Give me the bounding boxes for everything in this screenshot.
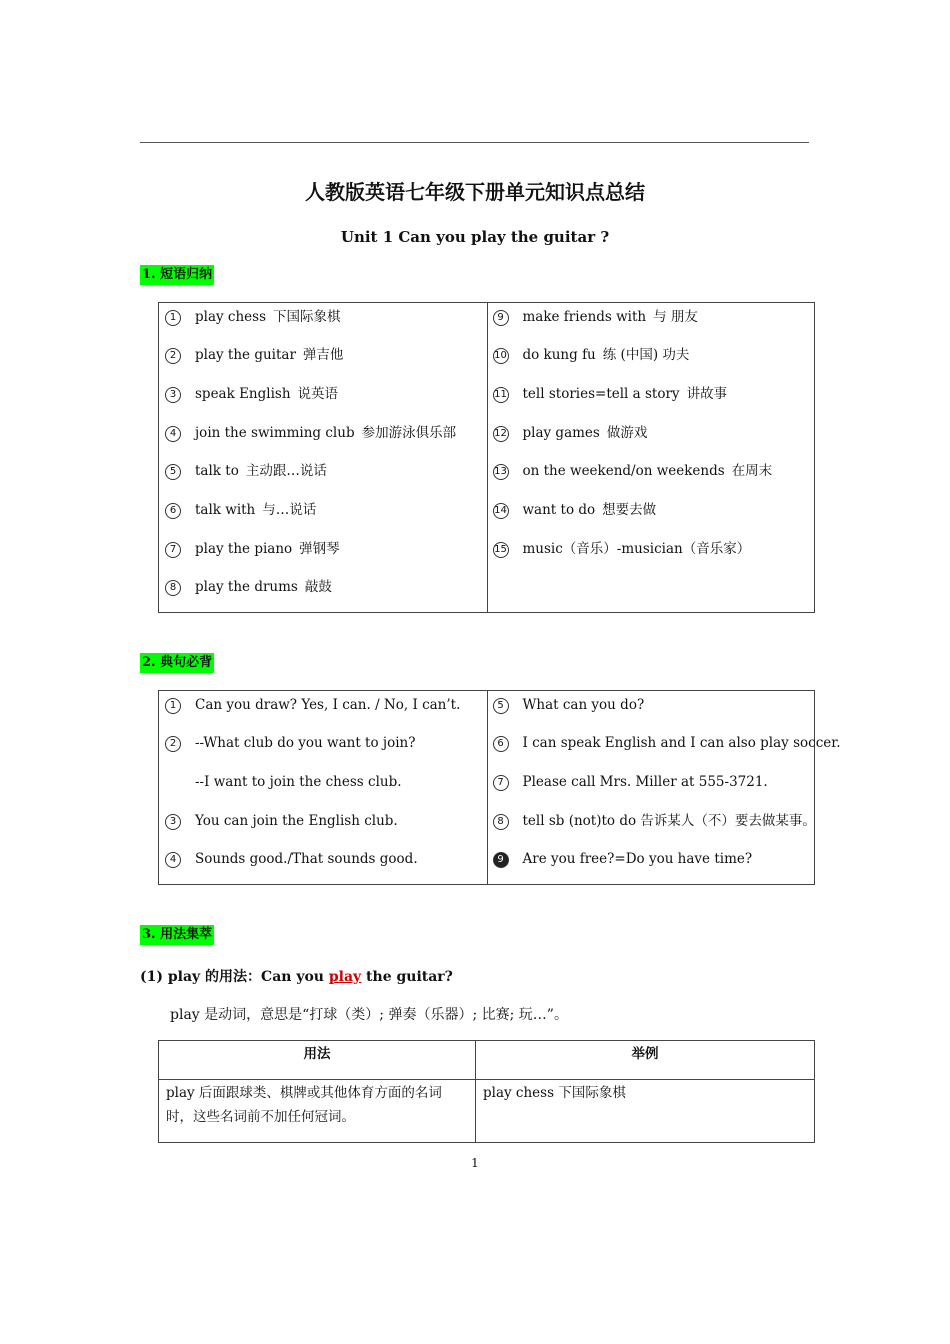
sentences-left-column bbox=[159, 691, 488, 884]
circled-number: 3 bbox=[165, 814, 181, 830]
phrase-item bbox=[165, 461, 327, 481]
phrase-item bbox=[493, 539, 758, 559]
phrase-english: play games bbox=[522, 425, 600, 441]
phrase-item bbox=[493, 345, 690, 365]
usage-line: play 后面跟球类、棋牌或其他体育方面的名词 bbox=[166, 1085, 442, 1101]
sentence-item bbox=[493, 733, 841, 753]
phrase-english: play the guitar bbox=[195, 347, 296, 363]
circled-number: 6 bbox=[165, 503, 181, 519]
sentence-text: --What club do you want to join? bbox=[195, 735, 416, 751]
unit-title: Unit 1 Can you play the guitar ? bbox=[340, 228, 610, 246]
header-rule bbox=[140, 142, 809, 143]
phrase-chinese: 讲故事 bbox=[686, 386, 728, 402]
phrases-left-column bbox=[159, 303, 488, 612]
usage-cell bbox=[166, 1081, 470, 1129]
sentence-item bbox=[165, 695, 460, 715]
phrase-item bbox=[165, 307, 341, 327]
sentence-item bbox=[493, 811, 816, 831]
phrase-item bbox=[493, 307, 698, 327]
circled-number: 5 bbox=[493, 698, 509, 714]
circled-number: 1 bbox=[165, 310, 181, 326]
phrases-table bbox=[158, 302, 815, 613]
phrase-item bbox=[165, 423, 456, 443]
usage-column-header: 用法 bbox=[303, 1046, 331, 1062]
circled-number: 14 bbox=[493, 503, 509, 519]
phrase-english: play the piano bbox=[195, 541, 293, 557]
circled-number: 9 bbox=[493, 852, 509, 868]
sentence-text: --I want to join the chess club. bbox=[195, 774, 402, 790]
sentence-text: Can you draw? Yes, I can. / No, I can’t. bbox=[195, 697, 461, 713]
circled-number: 7 bbox=[165, 542, 181, 558]
phrase-item bbox=[493, 423, 648, 443]
sentences-table bbox=[158, 690, 841, 885]
phrase-chinese: 参加游泳俱乐部 bbox=[361, 425, 457, 441]
sentence-item bbox=[165, 733, 415, 753]
circled-number: 2 bbox=[165, 348, 181, 364]
sentence-text: Please call Mrs. Miller at 555-3721. bbox=[522, 774, 768, 790]
circled-number: 4 bbox=[165, 426, 181, 442]
phrase-english: play the drums bbox=[195, 579, 298, 595]
usage-description: play 是动词，意思是“打球（类）; 弹奏（乐器）; 比赛; 玩…”。 bbox=[170, 1007, 568, 1023]
usage-table bbox=[158, 1040, 815, 1143]
usage-subheading-suffix: the guitar? bbox=[361, 969, 453, 985]
sentence-item bbox=[493, 772, 768, 792]
phrase-english: do kung fu bbox=[522, 347, 596, 363]
usage-subheading bbox=[140, 966, 453, 986]
phrase-chinese: 想要去做 bbox=[602, 502, 657, 518]
phrase-chinese: 主动跟…说话 bbox=[245, 463, 327, 479]
page-number: 1 bbox=[471, 1156, 479, 1170]
circled-number: 15 bbox=[493, 542, 509, 558]
circled-number: 7 bbox=[493, 775, 509, 791]
phrase-item bbox=[165, 500, 316, 520]
circled-number: 9 bbox=[493, 310, 509, 326]
phrase-chinese: 说英语 bbox=[297, 386, 339, 402]
highlighted-word: play bbox=[328, 969, 362, 985]
phrase-english: speak English bbox=[195, 386, 291, 402]
phrases-right-column bbox=[487, 303, 815, 612]
phrase-english: want to do bbox=[522, 502, 596, 518]
circled-number: 10 bbox=[493, 348, 509, 364]
usage-line: 时，这些名词前不加任何冠词。 bbox=[166, 1109, 355, 1125]
sentence-item bbox=[493, 849, 753, 869]
phrase-chinese: 在周末 bbox=[731, 463, 773, 479]
circled-number: 2 bbox=[165, 736, 181, 752]
phrase-chinese: 弹吉他 bbox=[302, 347, 344, 363]
usage-subheading-prefix: (1) play 的用法：Can you bbox=[140, 969, 329, 985]
phrase-item bbox=[165, 577, 332, 597]
phrase-chinese: 做游戏 bbox=[606, 425, 648, 441]
phrase-english: make friends with bbox=[522, 309, 647, 325]
sentence-text: What can you do? bbox=[522, 697, 645, 713]
phrase-item bbox=[493, 500, 657, 520]
phrase-item bbox=[493, 461, 773, 481]
section-usage-heading: 3. 用法集萃 bbox=[140, 925, 214, 945]
phrase-chinese: 与 朋友 bbox=[653, 309, 698, 325]
phrase-english: talk to bbox=[195, 463, 239, 479]
phrase-english: join the swimming club bbox=[195, 425, 355, 441]
sentences-right-column bbox=[487, 691, 841, 884]
phrase-chinese: 弹钢琴 bbox=[299, 541, 340, 557]
sentence-item bbox=[165, 811, 398, 831]
sentence-item bbox=[195, 772, 402, 792]
document-title: 人教版英语七年级下册单元知识点总结 bbox=[305, 180, 645, 204]
section-phrases-heading: 1. 短语归纳 bbox=[140, 265, 214, 285]
table-divider bbox=[159, 1079, 814, 1080]
section-sentences-heading: 2. 典句必背 bbox=[140, 653, 214, 673]
phrase-english: play chess bbox=[195, 309, 267, 325]
phrase-english: music（音乐）-musician（音乐家） bbox=[522, 541, 751, 557]
phrase-english: on the weekend/on weekends bbox=[522, 463, 725, 479]
phrase-chinese: 敲鼓 bbox=[304, 579, 332, 595]
circled-number: 5 bbox=[165, 464, 181, 480]
sentence-item bbox=[493, 695, 645, 715]
circled-number: 4 bbox=[165, 852, 181, 868]
sentence-text: I can speak English and I can also play soccer. bbox=[522, 735, 841, 751]
phrase-item bbox=[165, 384, 338, 404]
circled-number: 8 bbox=[493, 814, 509, 830]
circled-number: 1 bbox=[165, 698, 181, 714]
sentence-text: tell sb (not)to do 告诉某人（不）要去做某事。 bbox=[522, 813, 816, 829]
sentence-text: Are you free?=Do you have time? bbox=[522, 851, 753, 867]
phrase-chinese: 与…说话 bbox=[262, 502, 317, 518]
example-cell: play chess 下国际象棋 bbox=[483, 1085, 626, 1101]
sentence-text: Sounds good./That sounds good. bbox=[195, 851, 418, 867]
phrase-chinese: 下国际象棋 bbox=[273, 309, 341, 325]
circled-number: 11 bbox=[493, 387, 509, 403]
phrase-item bbox=[165, 539, 340, 559]
phrase-item bbox=[165, 345, 343, 365]
example-column-header: 举例 bbox=[631, 1046, 659, 1062]
circled-number: 13 bbox=[493, 464, 509, 480]
phrase-chinese: 练 (中国) 功夫 bbox=[602, 347, 690, 363]
phrase-english: talk with bbox=[195, 502, 256, 518]
phrase-english: tell stories=tell a story bbox=[522, 386, 680, 402]
circled-number: 8 bbox=[165, 580, 181, 596]
sentence-text: You can join the English club. bbox=[195, 813, 398, 829]
phrase-item bbox=[493, 384, 728, 404]
circled-number: 12 bbox=[493, 426, 509, 442]
circled-number: 6 bbox=[493, 736, 509, 752]
circled-number: 3 bbox=[165, 387, 181, 403]
sentence-item bbox=[165, 849, 418, 869]
